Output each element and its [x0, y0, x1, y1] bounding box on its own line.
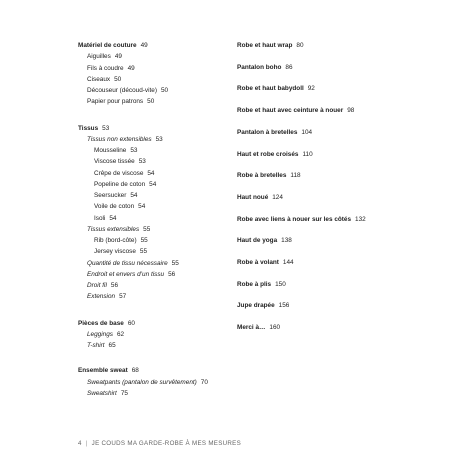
- toc-entry-title: Endroit et envers d’un tissu: [87, 270, 165, 278]
- toc-entry: [78, 280, 228, 291]
- toc-entry-title: Pantalon boho: [237, 63, 282, 71]
- toc-entry-title: Ensemble sweat: [78, 367, 128, 375]
- toc-entry-page-number: 56: [110, 282, 118, 289]
- toc-entry: [78, 156, 228, 167]
- toc-entry-page-number: 53: [155, 135, 163, 143]
- toc-entry: [237, 300, 289, 311]
- toc-entry: [78, 246, 228, 257]
- toc-entry-page-number: 57: [119, 293, 127, 301]
- toc-entry-title: Mousseline: [94, 147, 127, 154]
- toc-entry-page-number: 124: [272, 193, 283, 201]
- toc-entry: [78, 224, 228, 235]
- toc-entry-title: Leggings: [87, 330, 113, 338]
- toc-entry: [78, 329, 228, 340]
- toc-entry-title: Robe à plis: [237, 280, 272, 288]
- toc-entry-title: Matériel de couture: [78, 42, 137, 49]
- toc-entry-title: Extension: [87, 293, 116, 301]
- toc-entry-title: Papier pour patrons: [87, 98, 144, 106]
- toc-entry-page-number: 68: [131, 367, 139, 375]
- toc-entry: [78, 51, 228, 62]
- toc-entry-title: Découseur (découd-vite): [87, 87, 157, 94]
- toc-entry-page-number: 92: [307, 85, 315, 93]
- toc-entry-page-number: 53: [130, 147, 138, 154]
- toc-entry-page-number: 132: [355, 215, 366, 223]
- toc-entry-title: Isoli: [94, 214, 106, 222]
- toc-entry-title: Robe à bretelles: [237, 172, 287, 180]
- toc-entry: [78, 201, 228, 212]
- toc-entry-title: Ciseaux: [87, 75, 111, 83]
- toc-entry-page-number: 54: [149, 180, 157, 188]
- toc-entry-title: Rib (bord-côte): [94, 237, 137, 244]
- toc-entry: [78, 168, 228, 179]
- toc-entry: [78, 377, 228, 388]
- toc-entry-title: Tissus extensibles: [87, 225, 140, 233]
- toc-entry: [78, 258, 228, 269]
- toc-entry-page-number: 56: [168, 270, 176, 278]
- toc-entry-title: Robe à volant: [237, 259, 279, 266]
- toc-entry-title: T-shirt: [87, 342, 105, 349]
- toc-entry-title: Viscose tissée: [94, 158, 135, 166]
- toc-entry: [237, 149, 313, 160]
- toc-entry: [237, 214, 366, 225]
- toc-entry: [237, 170, 301, 181]
- toc-entry-title: Haut noué: [237, 193, 269, 201]
- toc-entry-page-number: 62: [116, 330, 125, 338]
- toc-entry: [78, 74, 228, 85]
- toc-section: [78, 40, 228, 108]
- toc-entry-page-number: 50: [147, 98, 155, 106]
- toc-entry-title: Tissus: [78, 124, 99, 132]
- toc-entry-page-number: 49: [127, 64, 135, 72]
- toc-entry-title: Robe et haut wrap: [237, 42, 293, 49]
- toc-entry-title: Fils à coudre: [87, 64, 124, 72]
- toc-entry: [237, 279, 286, 290]
- toc-entry-title: Robe et haut babydoll: [237, 85, 304, 93]
- toc-entry-page-number: 70: [200, 378, 208, 386]
- toc-section-heading: [78, 40, 228, 51]
- toc-entry-page-number: 98: [347, 107, 355, 115]
- footer-separator: |: [85, 440, 88, 447]
- toc-entry-page-number: 55: [143, 225, 151, 233]
- toc-entry-page-number: 156: [278, 302, 290, 310]
- toc-entry-title: Pantalon à bretelles: [237, 128, 298, 136]
- toc-section-heading: [78, 123, 228, 134]
- toc-entry-page-number: 144: [282, 259, 294, 266]
- toc-section-heading: [78, 318, 228, 329]
- toc-entry-title: Pièces de base: [78, 319, 124, 327]
- toc-entry: [78, 291, 228, 302]
- toc-entry: [78, 269, 228, 280]
- toc-entry-title: Haut et robe croisés: [237, 150, 299, 158]
- toc-entry-page-number: 55: [140, 237, 148, 244]
- toc-left-column: [78, 40, 228, 399]
- toc-entry-title: Crêpe de viscose: [94, 169, 144, 177]
- toc-entry-title: Aiguilles: [87, 53, 111, 61]
- toc-entry: [78, 190, 228, 201]
- toc-entry: [78, 213, 228, 224]
- toc-entry-page-number: 54: [138, 203, 146, 211]
- toc-entry: [237, 83, 315, 94]
- toc-entry-page-number: 50: [160, 87, 169, 94]
- toc-entry: [237, 105, 354, 116]
- toc-entry-title: Popeline de coton: [94, 180, 146, 188]
- toc-entry-title: Droit fil: [87, 282, 107, 289]
- toc-entry: [237, 322, 280, 333]
- toc-entry-title: Sweatshirt: [87, 389, 117, 397]
- toc-entry-page-number: 49: [114, 53, 122, 61]
- toc-entry: [78, 179, 228, 190]
- toc-entry-page-number: 65: [108, 342, 116, 349]
- toc-entry: [237, 127, 312, 138]
- toc-entry: [237, 62, 293, 73]
- toc-entry: [78, 134, 228, 145]
- toc-entry: [237, 192, 283, 203]
- toc-section: [78, 318, 228, 352]
- toc-entry-title: Tissus non extensibles: [87, 135, 152, 143]
- toc-entry-page-number: 54: [109, 214, 117, 222]
- toc-entry-page-number: 75: [120, 389, 128, 397]
- toc-entry: [78, 388, 228, 399]
- toc-entry-page-number: 86: [285, 63, 293, 71]
- toc-entry: [78, 235, 228, 246]
- toc-entry: [78, 340, 228, 351]
- toc-entry-title: Haut de yoga: [237, 237, 278, 245]
- toc-entry-title: Robe et haut avec ceinture à nouer: [237, 107, 344, 115]
- toc-entry-page-number: 55: [171, 259, 179, 267]
- toc-entry-page-number: 160: [269, 324, 281, 332]
- toc-section: [78, 123, 228, 303]
- toc-entry-title: Sweatpants (pantalon de survêtement): [87, 378, 197, 386]
- toc-entry: [237, 235, 292, 246]
- toc-entry-page-number: 53: [138, 158, 146, 166]
- footer-book-title: JE COUDS MA GARDE-ROBE À MES MESURES: [91, 440, 242, 447]
- toc-entry-page-number: 50: [114, 75, 122, 83]
- page-footer: [78, 440, 241, 447]
- toc-entry-title: Jersey viscose: [94, 248, 136, 256]
- toc-entry-page-number: 53: [102, 124, 110, 132]
- toc-section-heading: [78, 365, 228, 376]
- toc-entry-page-number: 80: [296, 42, 304, 49]
- toc-entry-page-number: 60: [127, 319, 135, 327]
- toc-section: [78, 365, 228, 399]
- toc-entry-page-number: 54: [147, 169, 155, 177]
- toc-entry-title: Merci à…: [237, 324, 266, 332]
- toc-entry-page-number: 55: [139, 248, 148, 256]
- toc-entry: [78, 85, 228, 96]
- toc-entry-title: Robe avec liens à nouer sur les côtés: [237, 215, 352, 223]
- toc-entry-page-number: 110: [302, 150, 313, 158]
- toc-entry-title: Quantité de tissu nécessaire: [87, 259, 168, 267]
- toc-entry-page-number: 150: [275, 280, 286, 288]
- toc-entry-page-number: 104: [301, 128, 313, 136]
- toc-entry: [78, 145, 228, 156]
- toc-entry: [237, 257, 294, 268]
- toc-entry: [78, 63, 228, 74]
- toc-entry-title: Seersucker: [94, 192, 127, 199]
- footer-page-number: 4: [78, 440, 82, 447]
- toc-entry-page-number: 138: [281, 237, 292, 245]
- toc-entry-page-number: 118: [290, 172, 301, 180]
- toc-entry: [237, 40, 304, 51]
- toc-entry: [78, 96, 228, 107]
- toc-entry-title: Jupe drapée: [237, 302, 275, 310]
- toc-entry-page-number: 54: [130, 192, 138, 199]
- toc-entry-title: Voile de coton: [94, 203, 135, 211]
- toc-entry-page-number: 49: [140, 42, 148, 49]
